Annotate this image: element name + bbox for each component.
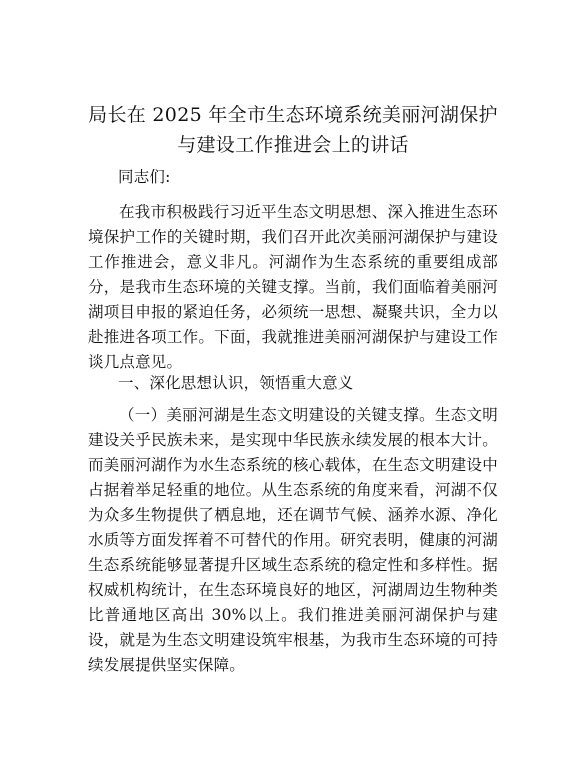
paragraph-1-1: （一）美丽河湖是生态文明建设的关键支撑。生态文明建设关乎民族未来，是实现中华民族永续发展的根本大计。而美丽河湖作为水生态系统的核心载体，在生态文明建设中占据着举足轻重的地位。从生态系统的角度来看，河湖不仅为众多生物提供了栖息地，还在调节气候、涵养水源、净化水质等方面发挥着不可替代的作用。研究表明，健康的河湖生态系统能够显著提升区域生态系统的稳定性和多样性。据权威机构统计，在生态环境良好的地区，河湖周边生物种类比普通地区高出 30%以上。我们推进美丽河湖保护与建设，就是为生态文明建设筑牢根基，为我市生态环境的可持续发展提供坚实保障。 (88, 406, 498, 674)
document-title-line-2: 与建设工作推进会上的讲话 (177, 134, 409, 156)
paragraph-intro: 在我市积极践行习近平生态文明思想、深入推进生态环境保护工作的关键时期，我们召开此次美丽河湖保护与建设工作推进会，意义非凡。河湖作为生态系统的重要组成部分，是我市生态环境的关键支撑。当前，我们面临着美丽河湖项目申报的紧迫任务，必须统一思想、凝聚共识，全力以赴推进各项工作。下面，我就推进美丽河湖保护与建设工作谈几点意见。 (88, 203, 498, 371)
section-heading-1: 一、深化思想认识，领悟重大意义 (118, 374, 354, 392)
salutation: 同志们: (118, 168, 171, 186)
document-title-line-1: 局长在 2025 年全市生态环境系统美丽河湖保护 (88, 104, 498, 126)
